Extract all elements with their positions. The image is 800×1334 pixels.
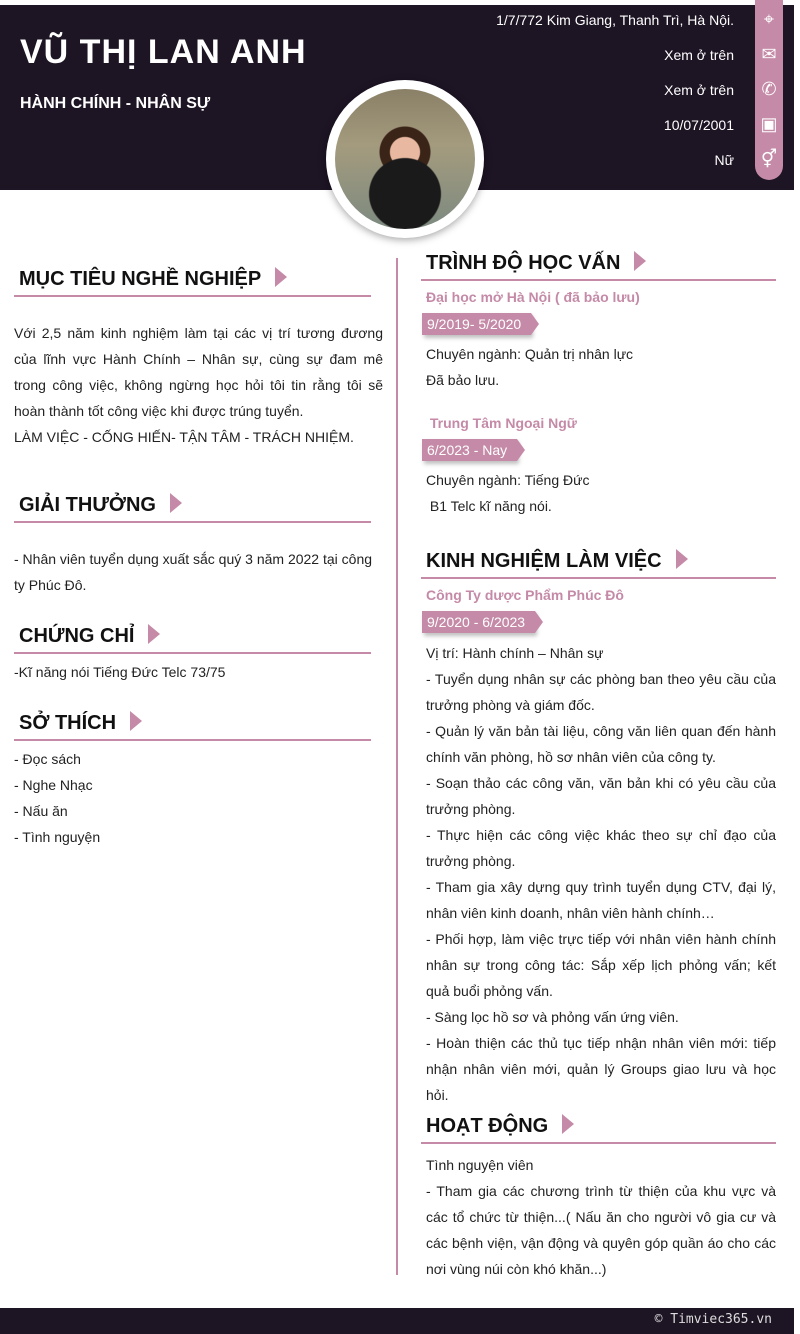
- list-item: - Nghe Nhạc: [14, 777, 93, 793]
- calendar-icon: ▣: [760, 114, 778, 134]
- company-name: Công Ty dược Phẩm Phúc Đô: [426, 587, 624, 603]
- list-item: - Nấu ăn: [14, 803, 68, 819]
- list-item: - Soạn thảo các công văn, văn bản khi có yêu cầu của trưởng phòng.: [426, 775, 776, 817]
- period-tag: 9/2020 - 6/2023: [422, 611, 535, 633]
- section-activities: HOẠT ĐỘNG: [421, 1114, 776, 1144]
- candidate-role: HÀNH CHÍNH - NHÂN SỰ: [20, 95, 211, 112]
- section-certificates: CHỨNG CHỈ: [14, 624, 371, 654]
- contact-gender: Nữ: [714, 152, 734, 168]
- arrow-icon: [562, 1114, 574, 1134]
- list-item: - Tham gia xây dựng quy trình tuyển dụng CTV, đại lý, nhân viên kinh doanh, nhân viên hành chính…: [426, 879, 776, 921]
- hobbies-list: [14, 746, 383, 850]
- contact-email: Xem ở trên: [664, 47, 734, 63]
- school-name: Trung Tâm Ngoại Ngữ: [426, 415, 577, 431]
- section-education: TRÌNH ĐỘ HỌC VẤN: [421, 251, 776, 281]
- certificates-text: -Kĩ năng nói Tiếng Đức Telc 73/75: [14, 664, 226, 680]
- contact-phone: Xem ở trên: [664, 82, 734, 98]
- list-item: - Tuyển dụng nhân sự các phòng ban theo yêu cầu của trưởng phòng và giám đốc.: [426, 671, 776, 713]
- awards-text: - Nhân viên tuyển dụng xuất sắc quý 3 năm 2022 tại công ty Phúc Đô.: [14, 551, 373, 593]
- school-name: Đại học mở Hà Nội ( đã bảo lưu): [426, 289, 640, 305]
- phone-icon: ✆: [761, 79, 777, 99]
- column-divider: [396, 258, 398, 1275]
- list-item: - Tình nguyện: [14, 829, 101, 845]
- location-icon: ⌖: [763, 9, 775, 29]
- arrow-icon: [148, 624, 160, 644]
- arrow-icon: [170, 493, 182, 513]
- arrow-icon: [130, 711, 142, 731]
- list-item: - Quản lý văn bản tài liệu, công văn liên quan đến hành chính văn phòng, hồ sơ nhân viên của công ty.: [426, 723, 776, 765]
- section-experience: KINH NGHIỆM LÀM VIỆC: [421, 549, 776, 579]
- experience-item: Công Ty dược Phẩm Phúc Đô 9/2020 - 6/2023 Vị trí: Hành chính – Nhân sự - Tuyển dụng nhân sự các phòng ban theo yêu cầu của trưởng phòng và giám đốc. - Quản lý văn bản tài liệu, công văn liên quan đến hành chính văn phòng, hồ sơ nhân viên của công ty. - Soạn thảo các công văn, văn bản khi có yêu cầu của trưởng phòng. - Thực hiện các công việc khác theo sự chỉ đạo của trưởng phòng. - Tham gia xây dựng quy trình tuyển dụng CTV, đại lý, nhân viên kinh doanh, nhân viên hành chính… - Phối hợp, làm việc trực tiếp với nhân viên hành chính nhân sự trong công tác: Sắp xếp lịch phỏng vấn; kết quả buổi phỏng vấn. - Sàng lọc hồ sơ và phỏng vấn ứng viên. - Hoàn thiện các thủ tục tiếp nhận nhân viên mới: tiếp nhận nhân viên mới, quản lý Groups giao lưu và học hỏi.: [426, 587, 776, 1108]
- list-item: - Sàng lọc hồ sơ và phỏng vấn ứng viên.: [426, 1009, 679, 1025]
- mail-icon: ✉: [761, 44, 777, 64]
- section-objective: [14, 267, 371, 297]
- footer-credit: © Timviec365.vn: [654, 1312, 772, 1327]
- list-item: - Phối hợp, làm việc trực tiếp với nhân viên hành chính nhân sự trong công tác: Sắp xếp lịch phỏng vấn; kết quả buổi phỏng vấn.: [426, 931, 776, 999]
- period-tag: 9/2019- 5/2020: [422, 313, 531, 335]
- arrow-icon: [634, 251, 646, 271]
- list-item: - Hoàn thiện các thủ tục tiếp nhận nhân viên mới: tiếp nhận nhân viên mới, quản lý Groups giao lưu và học hỏi.: [426, 1035, 776, 1103]
- arrow-icon: [676, 549, 688, 569]
- period-tag: 6/2023 - Nay: [422, 439, 517, 461]
- contact-address: 1/7/772 Kim Giang, Thanh Trì, Hà Nội.: [496, 12, 734, 28]
- section-awards: GIẢI THƯỞNG: [14, 493, 371, 523]
- arrow-icon: [275, 267, 287, 287]
- footer: [0, 1308, 794, 1334]
- gender-icon: ⚥: [760, 149, 778, 169]
- candidate-name: VŨ THỊ LAN ANH: [20, 33, 307, 71]
- education-item: Đại học mở Hà Nội ( đã bảo lưu) 9/2019- 5/2020 Chuyên ngành: Quản trị nhân lực Đã bảo lưu.: [426, 289, 776, 393]
- contact-birthdate: 10/07/2001: [663, 117, 734, 133]
- section-hobbies: SỞ THÍCH: [14, 711, 371, 741]
- list-item: - Đọc sách: [14, 751, 81, 767]
- objective-text: Với 2,5 năm kinh nghiệm làm tại các vị trí tương đương của lĩnh vực Hành Chính – Nhân sự, cùng sự đam mê trong công việc, không ngừng học hỏi tôi tin rằng tôi sẽ hoàn thành tốt công việc khi được trúng tuyển. LÀM VIỆC - CỐNG HIẾN- TẬN TÂM - TRÁCH NHIỆM.: [14, 325, 383, 445]
- activities-text: Tình nguyện viên - Tham gia các chương trình từ thiện của khu vực và các tổ chức từ thiện...( Nấu ăn cho người vô gia cư và các bệnh viện, vận động và quyên góp quần áo cho các nơi vùng núi còn khó khăn...): [426, 1157, 776, 1277]
- section-title: MỤC TIÊU NGHỀ NGHIỆP: [19, 268, 262, 290]
- education-item: Trung Tâm Ngoại Ngữ 6/2023 - Nay Chuyên ngành: Tiếng Đức B1 Telc kĩ năng nói.: [426, 415, 776, 519]
- list-item: - Thực hiện các công việc khác theo sự chỉ đạo của trưởng phòng.: [426, 827, 776, 869]
- avatar: [326, 80, 484, 238]
